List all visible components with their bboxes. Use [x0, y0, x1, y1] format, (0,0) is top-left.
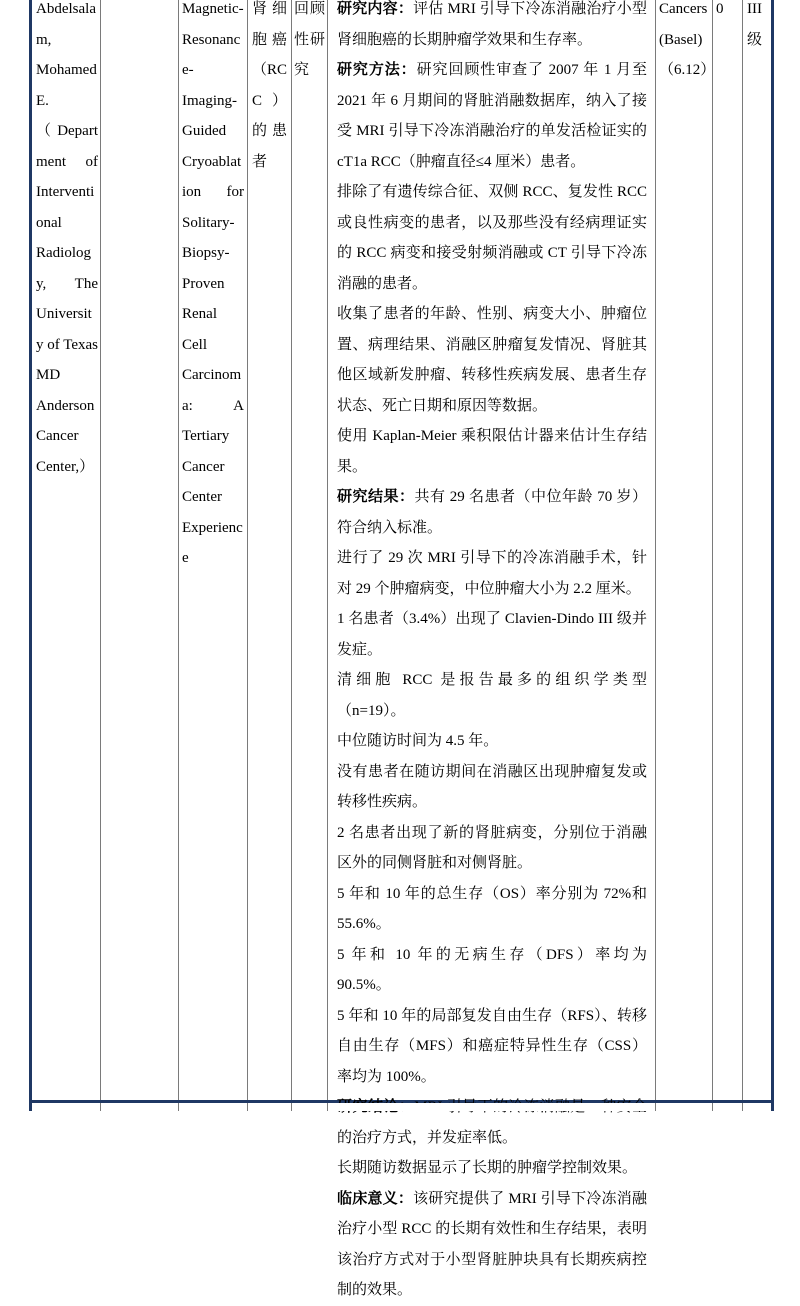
paragraph-text: 共有 29 名患者（中位年龄 70 岁）符合纳入标准。	[337, 489, 647, 536]
content-paragraph	[337, 0, 647, 55]
study-type-text: 回顾性研究	[294, 1, 325, 78]
paragraph-text: 没有患者在随访期间在消融区出现肿瘤复发或转移性疾病。	[337, 763, 647, 810]
content-paragraph	[337, 1092, 647, 1153]
content-paragraph	[337, 726, 647, 757]
content-paragraph	[337, 55, 647, 177]
content-paragraph	[337, 757, 647, 818]
content-paragraph	[337, 177, 647, 299]
cell-evidence-level	[743, 0, 771, 1100]
content-paragraph	[337, 665, 647, 726]
paragraph-text: 使用 Kaplan-Meier 乘积限估计器来估计生存结果。	[337, 428, 647, 475]
content-paragraph	[337, 879, 647, 940]
cell-title	[179, 0, 248, 1100]
paragraph-text: 5 年和 10 年的无病生存（DFS）率均为 90.5%。	[337, 946, 647, 993]
paragraph-text: 1 名患者（3.4%）出现了 Clavien-Dindo III 级并发症。	[337, 611, 647, 658]
paragraph-label: 研究内容：	[337, 1, 414, 17]
content-paragraph	[337, 1001, 647, 1093]
paragraph-label: 研究方法：	[337, 62, 417, 78]
content-paragraph	[337, 1184, 647, 1306]
paragraph-text: 评估 MRI 引导下冷冻消融治疗小型肾细胞癌的长期肿瘤学效果和生存率。	[337, 1, 647, 48]
study-table-row	[29, 0, 774, 1298]
title-text: Magnetic-Resonance-Imaging-Guided Cryoablation for Solitary-Biopsy-Proven Renal Cell Carcinoma: A Tertiary Cancer Center Experience	[182, 1, 244, 566]
paragraph-text: 清细胞 RCC 是报告最多的组织学类型（n=19）。	[337, 672, 647, 719]
authors-text: Abdelsalam, Mohamed E.（Department of Interventional Radiology, The University of Texas MD Anderson Cancer Center,）	[36, 1, 98, 475]
paragraph-text: 的治疗方式，并发症率低。	[337, 1129, 518, 1146]
cell-empty	[101, 0, 179, 1100]
paragraph-text: 长期随访数据显示了长期的肿瘤学控制效果。	[337, 1160, 638, 1176]
cell-population	[248, 0, 292, 1100]
paragraph-text: 该研究提供了 MRI 引导下冷冻消融治疗小型 RCC 的长期有效性和生存结果，表明该治疗方式对于小型肾脏肿块具有长期疾病控制的效果。	[337, 1190, 647, 1298]
content-paragraph	[337, 421, 647, 482]
cell-citations	[713, 0, 743, 1100]
cell-study-type	[292, 0, 328, 1100]
content-paragraph	[337, 818, 647, 879]
content-paragraph	[337, 299, 647, 421]
cell-journal	[656, 0, 716, 1100]
content-paragraph	[337, 604, 647, 665]
paragraph-text: 研究回顾性审查了 2007 年 1 月至 2021 年 6 月期间的肾脏消融数据库，纳入了接受 MRI 引导下冷冻消融治疗的单发活检证实的 cT1a RCC（肿瘤直径≤4 厘米）患者。	[337, 62, 647, 170]
cell-content	[328, 0, 656, 1298]
next-row-strip	[29, 1103, 774, 1111]
paragraph-text: 中位随访时间为 4.5 年。	[337, 733, 499, 749]
paragraph-text: 排除了有遗传综合征、双侧 RCC、复发性 RCC 或良性病变的患者，以及那些没有经病理证实的 RCC 病变和接受射频消融或 CT 引导下冷冻消融的患者。	[337, 184, 647, 292]
paragraph-text: 5 年和 10 年的局部复发自由生存（RFS）、转移自由生存（MFS）和癌症特异性生存（CSS）率均为 100%。	[337, 1007, 647, 1085]
content-paragraph	[337, 1153, 647, 1184]
citations-text: 0	[716, 1, 724, 17]
content-paragraph	[337, 940, 647, 1001]
paragraph-text: 收集了患者的年龄、性别、病变大小、肿瘤位置、病理结果、消融区肿瘤复发情况、肾脏其他区域新发肿瘤、转移性疾病发展、患者生存状态、死亡日期和原因等数据。	[337, 306, 647, 414]
content-paragraph	[337, 482, 647, 543]
paragraph-text: 进行了 29 次 MRI 引导下的冷冻消融手术，针对 29 个肿瘤病变，中位肿瘤大小为 2.2 厘米。	[337, 550, 647, 597]
paragraph-text: 2 名患者出现了新的肾脏病变，分别位于消融区外的同侧肾脏和对侧肾脏。	[337, 824, 647, 871]
paragraph-text: 5 年和 10 年的总生存（OS）率分别为 72%和 55.6%。	[337, 885, 647, 932]
cell-authors	[32, 0, 101, 1100]
evidence-level-text: III 级	[747, 1, 763, 48]
paragraph-label: 临床意义：	[337, 1190, 414, 1207]
paragraph-label: 研究结果：	[337, 489, 415, 505]
content-paragraph	[337, 543, 647, 604]
journal-text: Cancers (Basel)（6.12）	[659, 1, 716, 78]
population-text: 肾细胞癌（RCC）的患者	[252, 1, 288, 170]
